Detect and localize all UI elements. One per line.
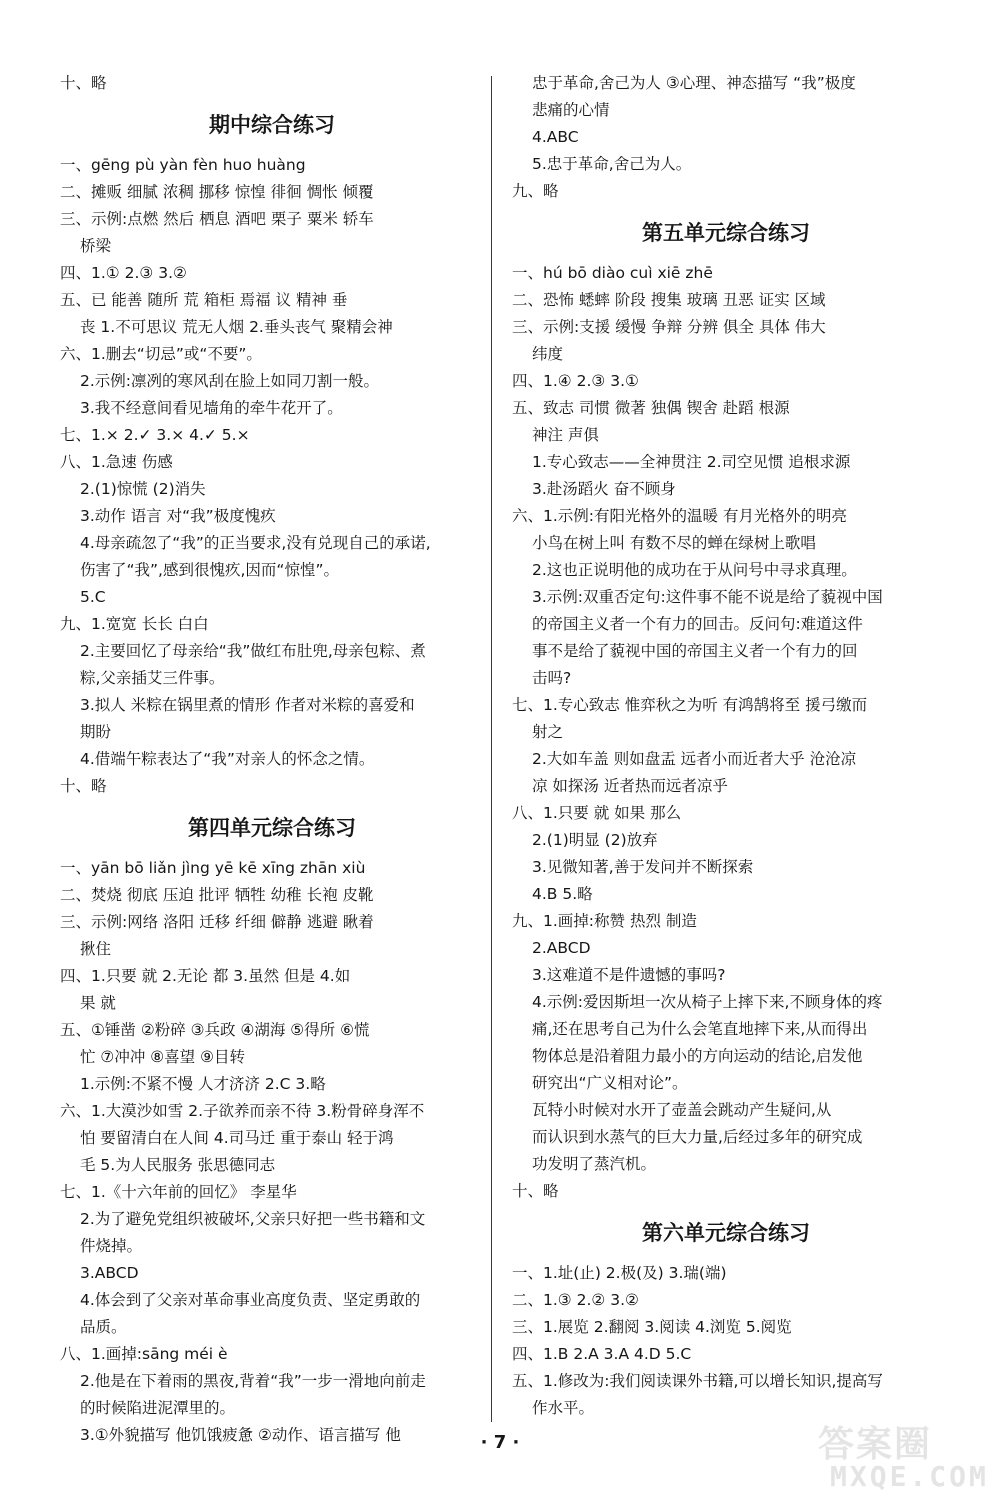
answer-line: 果 就 (80, 994, 116, 1012)
answer-line: 三、1.展览 2.翻阅 3.阅读 4.浏览 5.阅览 (512, 1318, 792, 1336)
page-number: · 7 · (480, 1432, 520, 1453)
answer-line: 十、略 (60, 777, 107, 795)
answer-line: 七、1.《十六年前的回忆》 李星华 (60, 1183, 297, 1201)
answer-line: 八、1.只要 就 如果 那么 (512, 804, 682, 822)
answer-line: 3.赴汤蹈火 奋不顾身 (532, 480, 676, 498)
answer-line: 4.ABC (532, 128, 579, 146)
answer-line: 悲痛的心情 (532, 101, 610, 119)
answer-line: 研究出“广义相对论”。 (532, 1074, 688, 1092)
answer-line: 3.我不经意间看见墙角的牵牛花开了。 (80, 399, 343, 417)
answer-line: 忠于革命,舍己为人 ③心理、神态描写 “我”极度 (532, 74, 856, 92)
watermark-url: MXQE.COM (830, 1460, 989, 1493)
answer-line: 七、1.专心致志 惟弈秋之为听 有鸿鹄将至 援弓缴而 (512, 696, 868, 714)
watermark-text: 答案圈 (818, 1424, 933, 1465)
answer-line: 作水平。 (532, 1399, 595, 1417)
answer-line: 3.ABCD (80, 1264, 139, 1282)
section-heading: 第四单元综合练习 (188, 816, 356, 840)
answer-line: 七、1.× 2.✓ 3.× 4.✓ 5.× (60, 426, 250, 444)
answer-line: 二、摊贩 细腻 浓稠 挪移 惊惶 徘徊 惆怅 倾覆 (60, 183, 374, 201)
answer-line: 功发明了蒸汽机。 (532, 1155, 657, 1173)
answer-line: 2.他是在下着雨的黑夜,背着“我”一步一滑地向前走 (80, 1372, 426, 1390)
answer-line: 品质。 (80, 1318, 127, 1336)
answer-line: 事不是给了藐视中国的帝国主义者一个有力的回 (532, 642, 858, 660)
answer-line: 桥梁 (80, 237, 112, 255)
answer-line: 5.忠于革命,舍己为人。 (532, 155, 692, 173)
left-column (60, 70, 484, 1449)
answer-line: 三、示例:网络 洛阳 迁移 纤细 僻静 逃避 瞅着 (60, 913, 374, 931)
answer-line: 三、示例:点燃 然后 栖息 酒吧 栗子 粟米 轿车 (60, 210, 374, 228)
answer-line: 毛 5.为人民服务 张思德同志 (80, 1156, 276, 1174)
section-heading: 第五单元综合练习 (642, 221, 810, 245)
answer-line: 5.C (80, 588, 106, 606)
answer-line: 五、1.修改为:我们阅读课外书籍,可以增长知识,提高写 (512, 1372, 883, 1390)
answer-line: 一、hú bō diào cuì xiē zhē (512, 264, 713, 282)
answer-line: 一、1.址(止) 2.极(及) 3.瑞(端) (512, 1264, 727, 1282)
answer-line: 神注 声俱 (532, 426, 599, 444)
answer-line: 3.①外貌描写 他饥饿疲惫 ②动作、语言描写 他 (80, 1426, 401, 1444)
answer-line: 忙 ⑦冲冲 ⑧喜望 ⑨目转 (80, 1048, 245, 1066)
answer-line: 六、1.示例:有阳光格外的温暖 有月光格外的明亮 (512, 507, 847, 525)
answer-line: 纬度 (532, 345, 564, 363)
answer-line: 十、略 (60, 74, 107, 92)
answer-line: 四、1.① 2.③ 3.② (60, 264, 187, 282)
answer-line: 九、1.画掉:称赞 热烈 制造 (512, 912, 697, 930)
answer-line: 一、yān bō liǎn jìng yē kē xīng zhān xiù (60, 859, 366, 877)
answer-line: 八、1.急速 伤感 (60, 453, 173, 471)
answer-line: 凉 如探汤 近者热而远者凉乎 (532, 777, 728, 795)
answer-line: 4.示例:爱因斯坦一次从椅子上摔下来,不顾身体的疼 (532, 993, 883, 1011)
answer-line: 三、示例:支援 缓慢 争辩 分辨 俱全 具体 伟大 (512, 318, 826, 336)
answer-line: 二、恐怖 蟋蟀 阶段 搜集 玻璃 丑恶 证实 区域 (512, 291, 826, 309)
answer-line: 伤害了“我”,感到很愧疚,因而“惊惶”。 (80, 561, 339, 579)
answer-line: 2.(1)明显 (2)放弃 (532, 831, 658, 849)
section-heading: 第六单元综合练习 (642, 1221, 810, 1245)
answer-line: 4.B 5.略 (532, 885, 593, 903)
answer-line: 3.拟人 米粽在锅里煮的情形 作者对米粽的喜爱和 (80, 696, 415, 714)
answer-line: 九、略 (512, 182, 559, 200)
answer-line: 十、略 (512, 1182, 559, 1200)
answer-line: 而认识到水蒸气的巨大力量,后经过多年的研究成 (532, 1128, 863, 1146)
answer-line: 五、①锤凿 ②粉碎 ③兵政 ④湖海 ⑤得所 ⑥慌 (60, 1021, 370, 1039)
answer-line: 揪住 (80, 940, 112, 958)
answer-line: 期盼 (80, 723, 112, 741)
answer-line: 二、1.③ 2.② 3.② (512, 1291, 639, 1309)
answer-line: 3.示例:双重否定句:这件事不能不说是给了藐视中国 (532, 588, 883, 606)
answer-line: 2.(1)惊慌 (2)消失 (80, 480, 206, 498)
answer-line: 2.为了避免党组织被破坏,父亲只好把一些书籍和文 (80, 1210, 426, 1228)
answer-line: 四、1.④ 2.③ 3.① (512, 372, 639, 390)
answer-line: 五、已 能善 随所 荒 箱柜 焉福 议 精神 垂 (60, 291, 348, 309)
answer-line: 四、1.只要 就 2.无论 都 3.虽然 但是 4.如 (60, 967, 351, 985)
answer-line: 粽,父亲插艾三件事。 (80, 669, 225, 687)
answer-line: 小鸟在树上叫 有数不尽的蝉在绿树上歌唱 (532, 534, 816, 552)
right-column (512, 70, 940, 1422)
answer-line: 4.体会到了父亲对革命事业高度负责、坚定勇敢的 (80, 1291, 421, 1309)
answer-line: 五、致志 司惯 微著 独偶 锲舍 赴蹈 根源 (512, 399, 790, 417)
answer-line: 击吗? (532, 669, 572, 687)
answer-line: 的时候陷进泥潭里的。 (80, 1399, 236, 1417)
answer-line: 3.这难道不是件遗憾的事吗? (532, 966, 726, 984)
answer-line: 射之 (532, 723, 564, 741)
answer-line: 的帝国主义者一个有力的回击。反问句:难道这件 (532, 615, 863, 633)
answer-line: 瓦特小时候对水开了壶盖会跳动产生疑问,从 (532, 1101, 832, 1119)
answer-line: 九、1.宽宽 长长 白白 (60, 615, 209, 633)
answer-line: 物体总是沿着阻力最小的方向运动的结论,启发他 (532, 1047, 863, 1065)
answer-line: 八、1.画掉:sāng méi è (60, 1345, 228, 1363)
answer-line: 3.动作 语言 对“我”极度愧疚 (80, 507, 276, 525)
answer-line: 六、1.大漠沙如雪 2.子欲养而亲不待 3.粉骨碎身浑不 (60, 1102, 425, 1120)
answer-line: 1.示例:不紧不慢 人才济济 2.C 3.略 (80, 1075, 326, 1093)
answer-line: 件烧掉。 (80, 1237, 143, 1255)
answer-line: 4.借端午粽表达了“我”对亲人的怀念之情。 (80, 750, 375, 768)
answer-line: 一、gēng pù yàn fèn huo huàng (60, 156, 306, 174)
answer-line: 2.这也正说明他的成功在于从问号中寻求真理。 (532, 561, 857, 579)
answer-line: 4.母亲疏忽了“我”的正当要求,没有兑现自己的承诺, (80, 534, 431, 552)
answer-line: 痛,还在思考自己为什么会笔直地摔下来,从而得出 (532, 1020, 868, 1038)
answer-line: 2.ABCD (532, 939, 591, 957)
answer-line: 2.示例:凛冽的寒风刮在脸上如同刀割一般。 (80, 372, 380, 390)
answer-line: 2.大如车盖 则如盘盂 远者小而近者大乎 沧沧凉 (532, 750, 857, 768)
answer-line: 二、焚烧 彻底 压迫 批评 牺牲 幼稚 长袍 皮靴 (60, 886, 374, 904)
watermark-logo (812, 1416, 990, 1498)
answer-line: 1.专心致志——全神贯注 2.司空见惯 追根求源 (532, 453, 851, 471)
answer-line: 3.见微知著,善于发问并不断探索 (532, 858, 754, 876)
answer-line: 四、1.B 2.A 3.A 4.D 5.C (512, 1345, 692, 1363)
answer-line: 六、1.删去“切忌”或“不要”。 (60, 345, 262, 363)
answer-line: 怕 要留清白在人间 4.司马迁 重于泰山 轻于鸿 (80, 1129, 394, 1147)
answer-line: 丧 1.不可思议 荒无人烟 2.垂头丧气 聚精会神 (80, 318, 393, 336)
section-heading: 期中综合练习 (209, 113, 335, 137)
answer-line: 2.主要回忆了母亲给“我”做红布肚兜,母亲包粽、煮 (80, 642, 426, 660)
column-divider (491, 76, 492, 1422)
